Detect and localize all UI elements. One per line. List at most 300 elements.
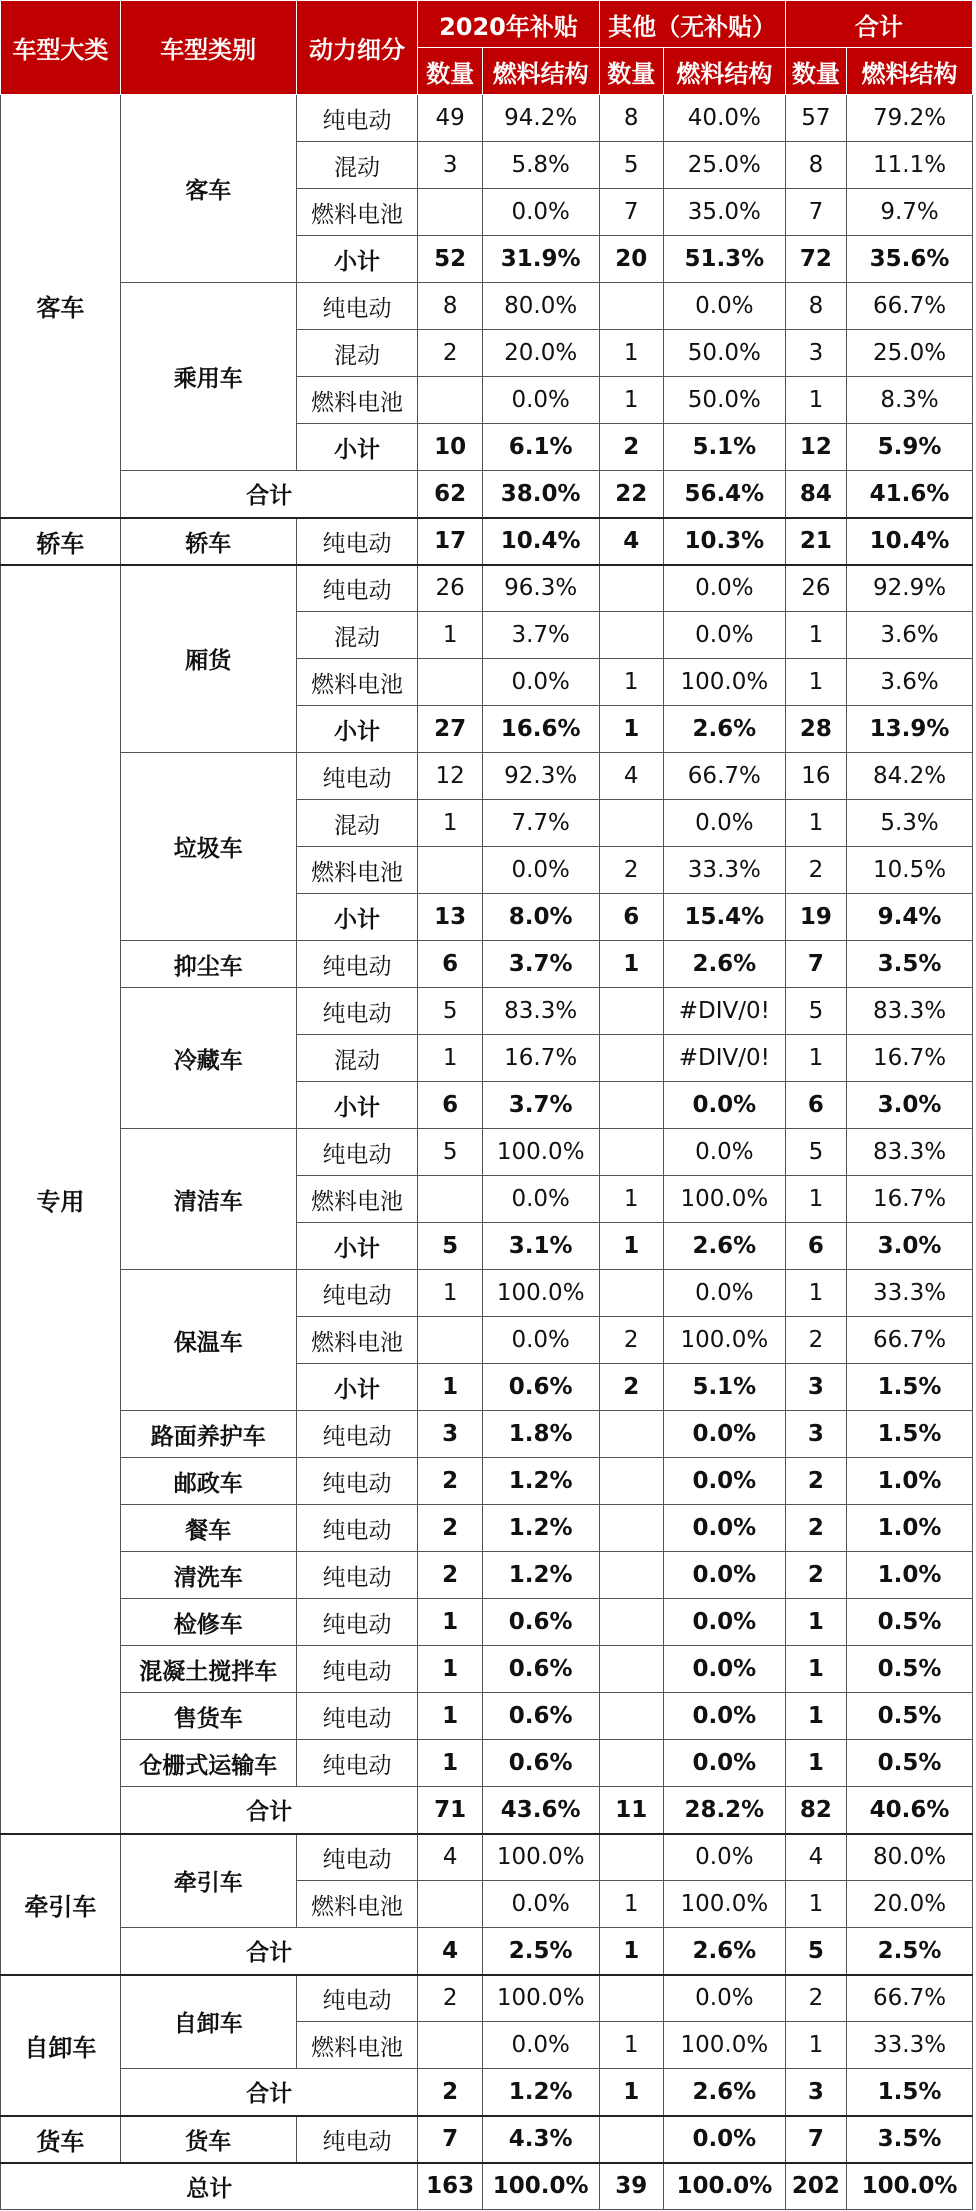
total-count-cell: 2 <box>785 1458 846 1505</box>
other-count-cell <box>599 612 663 659</box>
other-count-cell: 2 <box>599 1364 663 1411</box>
power-type-cell: 纯电动 <box>296 1975 418 2022</box>
header-count: 数量 <box>418 48 482 95</box>
table-row <box>1 1270 973 1317</box>
subsidy-count-cell: 1 <box>418 1693 482 1740</box>
subsidy-count-cell: 3 <box>418 142 482 189</box>
power-type-cell: 燃料电池 <box>296 659 418 706</box>
subsidy-share-cell: 4.3% <box>482 2116 599 2163</box>
total-share-cell: 10.4% <box>847 518 973 565</box>
power-type-cell: 燃料电池 <box>296 1317 418 1364</box>
total-count-cell: 12 <box>785 424 846 471</box>
subsidy-share-cell: 3.1% <box>482 1223 599 1270</box>
total-share-cell: 0.5% <box>847 1740 973 1787</box>
subsidy-share-cell: 0.0% <box>482 2022 599 2069</box>
other-count-cell <box>599 1693 663 1740</box>
other-share-cell: 66.7% <box>663 753 785 800</box>
subsidy-count-cell: 1 <box>418 800 482 847</box>
category-cell: 专用 <box>1 565 121 1834</box>
subsidy-share-cell: 43.6% <box>482 1787 599 1834</box>
subsidy-count-cell: 2 <box>418 1552 482 1599</box>
subcategory-cell: 混凝土搅拌车 <box>120 1646 296 1693</box>
subsidy-count-cell: 1 <box>418 1740 482 1787</box>
table-row <box>1 1740 973 1787</box>
category-cell: 客车 <box>1 95 121 518</box>
total-count-cell: 1 <box>785 2022 846 2069</box>
total-label: 合计 <box>120 1787 418 1834</box>
total-count-cell: 2 <box>785 1975 846 2022</box>
table-row <box>1 1975 973 2022</box>
other-share-cell: #DIV/0! <box>663 988 785 1035</box>
total-label: 合计 <box>120 2069 418 2116</box>
subsidy-share-cell: 0.6% <box>482 1646 599 1693</box>
subsidy-share-cell: 8.0% <box>482 894 599 941</box>
subcategory-cell: 冷藏车 <box>120 988 296 1129</box>
subcategory-cell: 货车 <box>120 2116 296 2163</box>
subsidy-share-cell: 1.2% <box>482 1505 599 1552</box>
total-count-cell: 202 <box>785 2163 846 2210</box>
other-count-cell <box>599 2116 663 2163</box>
subsidy-share-cell: 0.0% <box>482 847 599 894</box>
subsidy-count-cell: 49 <box>418 95 482 142</box>
other-share-cell: 2.6% <box>663 1928 785 1975</box>
subsidy-count-cell <box>418 659 482 706</box>
subsidy-share-cell: 3.7% <box>482 612 599 659</box>
subtotal-label: 小计 <box>296 236 418 283</box>
total-share-cell: 80.0% <box>847 1834 973 1881</box>
other-count-cell: 22 <box>599 471 663 518</box>
other-share-cell: 2.6% <box>663 941 785 988</box>
subsidy-share-cell: 0.6% <box>482 1599 599 1646</box>
total-share-cell: 66.7% <box>847 1317 973 1364</box>
subsidy-count-cell <box>418 1176 482 1223</box>
other-count-cell <box>599 1458 663 1505</box>
subsidy-share-cell: 16.6% <box>482 706 599 753</box>
total-share-cell: 0.5% <box>847 1599 973 1646</box>
other-count-cell <box>599 1082 663 1129</box>
subsidy-count-cell: 163 <box>418 2163 482 2210</box>
other-share-cell: 0.0% <box>663 800 785 847</box>
total-count-cell: 1 <box>785 377 846 424</box>
subsidy-share-cell: 0.6% <box>482 1693 599 1740</box>
subcategory-cell: 乘用车 <box>120 283 296 471</box>
other-count-cell <box>599 1599 663 1646</box>
subcategory-cell: 餐车 <box>120 1505 296 1552</box>
subsidy-share-cell: 6.1% <box>482 424 599 471</box>
table-row <box>1 283 973 330</box>
table-row <box>1 1693 973 1740</box>
other-count-cell <box>599 988 663 1035</box>
table-body <box>1 95 973 2210</box>
subsidy-count-cell: 5 <box>418 988 482 1035</box>
total-count-cell: 1 <box>785 1693 846 1740</box>
category-cell: 牵引车 <box>1 1834 121 1975</box>
table-row <box>1 95 973 142</box>
header-share: 燃料结构 <box>663 48 785 95</box>
power-type-cell: 混动 <box>296 142 418 189</box>
subcategory-cell: 仓栅式运输车 <box>120 1740 296 1787</box>
other-count-cell: 6 <box>599 894 663 941</box>
other-count-cell: 1 <box>599 941 663 988</box>
total-count-cell: 1 <box>785 1881 846 1928</box>
subsidy-count-cell: 3 <box>418 1411 482 1458</box>
other-share-cell: 100.0% <box>663 2022 785 2069</box>
subsidy-share-cell: 94.2% <box>482 95 599 142</box>
subsidy-share-cell: 1.2% <box>482 1458 599 1505</box>
power-type-cell: 纯电动 <box>296 2116 418 2163</box>
other-share-cell: 50.0% <box>663 330 785 377</box>
other-share-cell: 0.0% <box>663 1740 785 1787</box>
subsidy-count-cell: 7 <box>418 2116 482 2163</box>
other-share-cell: 51.3% <box>663 236 785 283</box>
total-share-cell: 25.0% <box>847 330 973 377</box>
other-count-cell: 1 <box>599 2022 663 2069</box>
subsidy-share-cell: 100.0% <box>482 1270 599 1317</box>
total-count-cell: 3 <box>785 1411 846 1458</box>
total-share-cell: 9.4% <box>847 894 973 941</box>
total-count-cell: 72 <box>785 236 846 283</box>
total-share-cell: 11.1% <box>847 142 973 189</box>
subsidy-share-cell: 0.0% <box>482 189 599 236</box>
subsidy-count-cell: 2 <box>418 1505 482 1552</box>
subsidy-share-cell: 0.0% <box>482 377 599 424</box>
header-count: 数量 <box>599 48 663 95</box>
other-share-cell: 0.0% <box>663 1693 785 1740</box>
other-share-cell: 0.0% <box>663 1505 785 1552</box>
subsidy-count-cell: 27 <box>418 706 482 753</box>
subtotal-label: 小计 <box>296 424 418 471</box>
power-type-cell: 纯电动 <box>296 1693 418 1740</box>
subcategory-cell: 清洗车 <box>120 1552 296 1599</box>
total-count-cell: 5 <box>785 1129 846 1176</box>
table-row <box>1 1928 973 1975</box>
total-count-cell: 1 <box>785 800 846 847</box>
table-row <box>1 1458 973 1505</box>
power-type-cell: 混动 <box>296 330 418 377</box>
other-share-cell: 5.1% <box>663 1364 785 1411</box>
subsidy-count-cell: 4 <box>418 1834 482 1881</box>
subsidy-count-cell <box>418 847 482 894</box>
total-share-cell: 5.9% <box>847 424 973 471</box>
other-count-cell <box>599 1129 663 1176</box>
power-type-cell: 纯电动 <box>296 1458 418 1505</box>
other-share-cell: 15.4% <box>663 894 785 941</box>
total-share-cell: 3.6% <box>847 659 973 706</box>
other-count-cell <box>599 1505 663 1552</box>
total-share-cell: 1.5% <box>847 2069 973 2116</box>
header-count: 数量 <box>785 48 846 95</box>
total-share-cell: 3.6% <box>847 612 973 659</box>
other-share-cell: 100.0% <box>663 659 785 706</box>
total-share-cell: 16.7% <box>847 1035 973 1082</box>
subtotal-label: 小计 <box>296 1082 418 1129</box>
total-share-cell: 10.5% <box>847 847 973 894</box>
power-type-cell: 纯电动 <box>296 283 418 330</box>
subsidy-count-cell: 1 <box>418 612 482 659</box>
total-count-cell: 3 <box>785 330 846 377</box>
total-count-cell: 5 <box>785 988 846 1035</box>
total-count-cell: 82 <box>785 1787 846 1834</box>
total-share-cell: 3.0% <box>847 1082 973 1129</box>
other-share-cell: 33.3% <box>663 847 785 894</box>
other-count-cell: 1 <box>599 330 663 377</box>
subsidy-count-cell: 71 <box>418 1787 482 1834</box>
power-type-cell: 混动 <box>296 612 418 659</box>
power-type-cell: 纯电动 <box>296 988 418 1035</box>
total-count-cell: 8 <box>785 283 846 330</box>
power-type-cell: 纯电动 <box>296 753 418 800</box>
total-share-cell: 13.9% <box>847 706 973 753</box>
other-share-cell: 2.6% <box>663 706 785 753</box>
other-share-cell: 10.3% <box>663 518 785 565</box>
other-share-cell: #DIV/0! <box>663 1035 785 1082</box>
table-header <box>1 1 973 95</box>
total-count-cell: 1 <box>785 1646 846 1693</box>
subsidy-count-cell: 5 <box>418 1129 482 1176</box>
subtotal-label: 小计 <box>296 1364 418 1411</box>
total-share-cell: 20.0% <box>847 1881 973 1928</box>
other-share-cell: 0.0% <box>663 1458 785 1505</box>
table-row <box>1 518 973 565</box>
total-count-cell: 2 <box>785 847 846 894</box>
subsidy-count-cell: 2 <box>418 1975 482 2022</box>
subsidy-count-cell: 2 <box>418 1458 482 1505</box>
table-row <box>1 1834 973 1881</box>
subsidy-share-cell: 3.7% <box>482 1082 599 1129</box>
subsidy-count-cell: 52 <box>418 236 482 283</box>
subsidy-share-cell: 0.0% <box>482 1176 599 1223</box>
table-row <box>1 2116 973 2163</box>
power-type-cell: 纯电动 <box>296 518 418 565</box>
total-share-cell: 41.6% <box>847 471 973 518</box>
grand-total-label: 总计 <box>1 2163 418 2210</box>
power-type-cell: 纯电动 <box>296 1552 418 1599</box>
total-count-cell: 1 <box>785 1740 846 1787</box>
table-row <box>1 1599 973 1646</box>
total-share-cell: 2.5% <box>847 1928 973 1975</box>
power-type-cell: 混动 <box>296 1035 418 1082</box>
subsidy-share-cell: 1.2% <box>482 2069 599 2116</box>
subsidy-count-cell: 8 <box>418 283 482 330</box>
other-count-cell <box>599 1740 663 1787</box>
total-share-cell: 9.7% <box>847 189 973 236</box>
subcategory-cell: 邮政车 <box>120 1458 296 1505</box>
other-count-cell: 39 <box>599 2163 663 2210</box>
total-share-cell: 3.5% <box>847 2116 973 2163</box>
total-label: 合计 <box>120 471 418 518</box>
other-count-cell: 2 <box>599 1317 663 1364</box>
category-cell: 货车 <box>1 2116 121 2163</box>
other-share-cell: 0.0% <box>663 1646 785 1693</box>
other-share-cell: 0.0% <box>663 565 785 612</box>
total-count-cell: 1 <box>785 1035 846 1082</box>
total-count-cell: 16 <box>785 753 846 800</box>
total-share-cell: 1.0% <box>847 1505 973 1552</box>
subsidy-share-cell: 10.4% <box>482 518 599 565</box>
total-count-cell: 8 <box>785 142 846 189</box>
power-type-cell: 燃料电池 <box>296 847 418 894</box>
table-row <box>1 753 973 800</box>
subsidy-share-cell: 31.9% <box>482 236 599 283</box>
table-row <box>1 1787 973 1834</box>
table-row <box>1 941 973 988</box>
other-share-cell: 0.0% <box>663 1552 785 1599</box>
total-share-cell: 84.2% <box>847 753 973 800</box>
other-count-cell <box>599 1552 663 1599</box>
subcategory-cell: 抑尘车 <box>120 941 296 988</box>
table-row <box>1 565 973 612</box>
total-share-cell: 92.9% <box>847 565 973 612</box>
other-share-cell: 50.0% <box>663 377 785 424</box>
power-type-cell: 燃料电池 <box>296 377 418 424</box>
subsidy-count-cell: 6 <box>418 1082 482 1129</box>
other-share-cell: 0.0% <box>663 1411 785 1458</box>
other-share-cell: 2.6% <box>663 2069 785 2116</box>
total-count-cell: 28 <box>785 706 846 753</box>
subsidy-share-cell: 0.0% <box>482 659 599 706</box>
power-type-cell: 纯电动 <box>296 941 418 988</box>
subcategory-cell: 垃圾车 <box>120 753 296 941</box>
other-count-cell: 1 <box>599 1881 663 1928</box>
total-share-cell: 0.5% <box>847 1693 973 1740</box>
total-count-cell: 3 <box>785 1364 846 1411</box>
total-count-cell: 57 <box>785 95 846 142</box>
subsidy-count-cell: 1 <box>418 1646 482 1693</box>
table-row <box>1 1646 973 1693</box>
total-count-cell: 1 <box>785 659 846 706</box>
other-share-cell: 0.0% <box>663 1834 785 1881</box>
subsidy-count-cell: 4 <box>418 1928 482 1975</box>
table-row <box>1 1552 973 1599</box>
other-count-cell: 1 <box>599 2069 663 2116</box>
subsidy-share-cell: 0.0% <box>482 1317 599 1364</box>
total-count-cell: 1 <box>785 1599 846 1646</box>
subcategory-cell: 客车 <box>120 95 296 283</box>
subsidy-count-cell <box>418 189 482 236</box>
total-share-cell: 100.0% <box>847 2163 973 2210</box>
other-count-cell <box>599 283 663 330</box>
power-type-cell: 混动 <box>296 800 418 847</box>
total-share-cell: 40.6% <box>847 1787 973 1834</box>
total-share-cell: 33.3% <box>847 2022 973 2069</box>
header-major-type: 车型大类 <box>1 1 121 95</box>
total-share-cell: 3.5% <box>847 941 973 988</box>
subsidy-count-cell: 62 <box>418 471 482 518</box>
other-share-cell: 0.0% <box>663 1975 785 2022</box>
other-count-cell: 20 <box>599 236 663 283</box>
other-count-cell <box>599 1270 663 1317</box>
total-count-cell: 7 <box>785 189 846 236</box>
header-group-subsidy: 2020年补贴 <box>418 1 599 48</box>
other-count-cell: 1 <box>599 706 663 753</box>
other-share-cell: 40.0% <box>663 95 785 142</box>
subsidy-share-cell: 16.7% <box>482 1035 599 1082</box>
total-share-cell: 16.7% <box>847 1176 973 1223</box>
subtotal-label: 小计 <box>296 1223 418 1270</box>
subsidy-share-cell: 20.0% <box>482 330 599 377</box>
subtotal-label: 小计 <box>296 706 418 753</box>
header-sub-type: 车型类别 <box>120 1 296 95</box>
total-share-cell: 66.7% <box>847 283 973 330</box>
header-power: 动力细分 <box>296 1 418 95</box>
subsidy-share-cell: 92.3% <box>482 753 599 800</box>
subsidy-count-cell: 26 <box>418 565 482 612</box>
other-share-cell: 0.0% <box>663 1599 785 1646</box>
other-count-cell: 1 <box>599 1223 663 1270</box>
subsidy-count-cell: 2 <box>418 2069 482 2116</box>
other-share-cell: 100.0% <box>663 1176 785 1223</box>
other-share-cell: 35.0% <box>663 189 785 236</box>
subsidy-count-cell: 1 <box>418 1364 482 1411</box>
power-type-cell: 纯电动 <box>296 1270 418 1317</box>
power-type-cell: 纯电动 <box>296 95 418 142</box>
total-share-cell: 3.0% <box>847 1223 973 1270</box>
other-count-cell: 4 <box>599 518 663 565</box>
subcategory-cell: 保温车 <box>120 1270 296 1411</box>
subsidy-share-cell: 0.0% <box>482 1881 599 1928</box>
power-type-cell: 纯电动 <box>296 565 418 612</box>
total-share-cell: 83.3% <box>847 1129 973 1176</box>
subcategory-cell: 检修车 <box>120 1599 296 1646</box>
total-count-cell: 7 <box>785 941 846 988</box>
subsidy-count-cell <box>418 2022 482 2069</box>
other-count-cell: 1 <box>599 1176 663 1223</box>
other-share-cell: 0.0% <box>663 1082 785 1129</box>
subcategory-cell: 售货车 <box>120 1693 296 1740</box>
other-share-cell: 100.0% <box>663 1317 785 1364</box>
subsidy-count-cell: 13 <box>418 894 482 941</box>
subsidy-count-cell <box>418 1317 482 1364</box>
power-type-cell: 纯电动 <box>296 1129 418 1176</box>
total-share-cell: 1.5% <box>847 1364 973 1411</box>
subsidy-count-cell: 2 <box>418 330 482 377</box>
total-count-cell: 26 <box>785 565 846 612</box>
subcategory-cell: 轿车 <box>120 518 296 565</box>
other-share-cell: 0.0% <box>663 1270 785 1317</box>
total-count-cell: 6 <box>785 1223 846 1270</box>
subsidy-share-cell: 1.8% <box>482 1411 599 1458</box>
subsidy-count-cell: 5 <box>418 1223 482 1270</box>
other-count-cell: 2 <box>599 424 663 471</box>
table-row <box>1 1411 973 1458</box>
total-label: 合计 <box>120 1928 418 1975</box>
total-count-cell: 1 <box>785 1270 846 1317</box>
subtotal-label: 小计 <box>296 894 418 941</box>
subsidy-share-cell: 80.0% <box>482 283 599 330</box>
table-row <box>1 471 973 518</box>
total-count-cell: 5 <box>785 1928 846 1975</box>
category-cell: 自卸车 <box>1 1975 121 2116</box>
total-count-cell: 2 <box>785 1317 846 1364</box>
total-count-cell: 21 <box>785 518 846 565</box>
subsidy-share-cell: 100.0% <box>482 1834 599 1881</box>
subsidy-share-cell: 100.0% <box>482 1129 599 1176</box>
power-type-cell: 纯电动 <box>296 1411 418 1458</box>
other-share-cell: 28.2% <box>663 1787 785 1834</box>
other-count-cell: 5 <box>599 142 663 189</box>
other-count-cell: 1 <box>599 377 663 424</box>
subsidy-share-cell: 38.0% <box>482 471 599 518</box>
total-share-cell: 8.3% <box>847 377 973 424</box>
power-type-cell: 纯电动 <box>296 1599 418 1646</box>
total-share-cell: 79.2% <box>847 95 973 142</box>
subsidy-count-cell: 17 <box>418 518 482 565</box>
other-share-cell: 5.1% <box>663 424 785 471</box>
other-count-cell <box>599 565 663 612</box>
subsidy-share-cell: 100.0% <box>482 2163 599 2210</box>
total-count-cell: 2 <box>785 1505 846 1552</box>
subsidy-share-cell: 7.7% <box>482 800 599 847</box>
